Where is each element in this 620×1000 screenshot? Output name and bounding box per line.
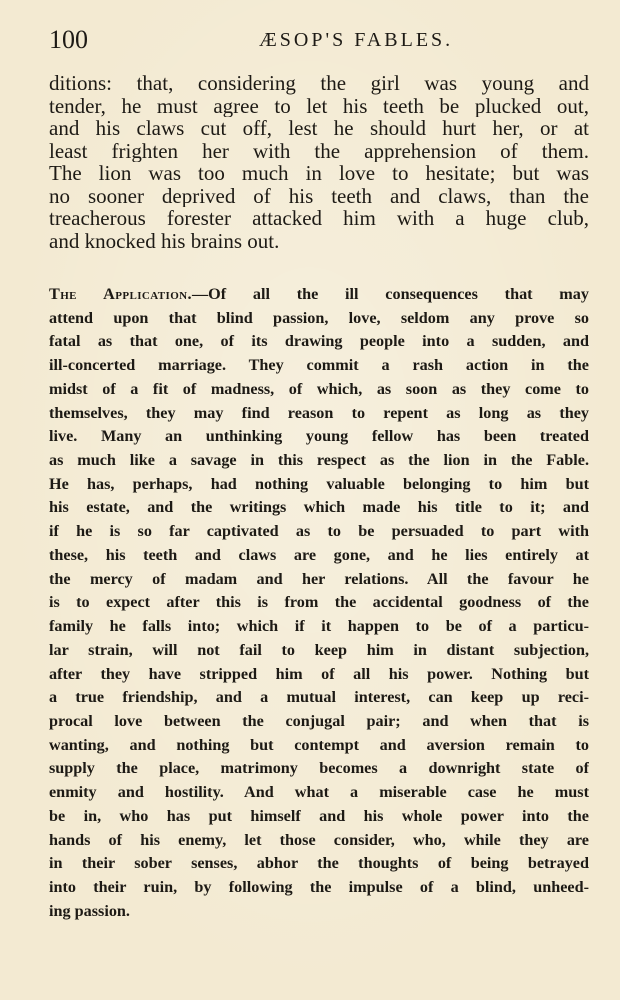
application-line: enmity and hostility. And what a miserable case he must — [49, 783, 589, 802]
application-line: hands of his enemy, let those consider, who, while they are — [49, 830, 589, 849]
application-line: the mercy of madam and her relations. All the favour he — [49, 569, 589, 588]
fable-line: least frighten her with the apprehension of them. — [49, 139, 589, 162]
application-line: procal love between the conjugal pair; and when that is — [49, 711, 589, 730]
application-line: midst of a fit of madness, of which, as soon as they come to — [49, 379, 589, 398]
application-line: fatal as that one, of its drawing people into a sudden, and — [49, 332, 589, 351]
application-paragraph — [49, 283, 589, 923]
page-number: 100 — [49, 25, 88, 54]
application-line: into their ruin, by following the impulse of a blind, unheed- — [49, 877, 589, 896]
fable-line: no sooner deprived of his teeth and claws, than the — [49, 184, 589, 207]
application-line: in their sober senses, abhor the thoughts of being betrayed — [49, 854, 589, 873]
fable-line: The lion was too much in love to hesitate; but was — [49, 162, 589, 185]
application-line: themselves, they may find reason to repent as long as they — [49, 403, 589, 422]
application-line: attend upon that blind passion, love, seldom any prove so — [49, 308, 589, 327]
application-line: family he falls into; which if it happen to be of a particu- — [49, 617, 589, 636]
fable-line: ditions: that, considering the girl was young and — [49, 72, 589, 95]
fable-line: tender, he must agree to let his teeth be plucked out, — [49, 94, 589, 117]
fable-line: and knocked his brains out. — [49, 229, 280, 252]
application-line: supply the place, matrimony becomes a downright state of — [49, 759, 589, 778]
application-line: after they have stripped him of all his power. Nothing but — [49, 664, 589, 683]
application-line: wanting, and nothing but contempt and aversion remain to — [49, 735, 589, 754]
application-line: ill-concerted marriage. They commit a rash action in the — [49, 356, 589, 375]
application-line: his estate, and the writings which made his title to it; and — [49, 498, 589, 517]
fable-paragraph — [49, 72, 589, 252]
application-first-line-text: —Of all the ill consequences that may — [191, 285, 589, 303]
fable-line: treacherous forester attacked him with a huge club, — [49, 207, 589, 230]
application-line: is to expect after this is from the accidental goodness of the — [49, 593, 589, 612]
application-first-line — [49, 283, 589, 307]
fable-line: and his claws cut off, lest he should hurt her, or at — [49, 117, 589, 140]
application-line: He has, perhaps, had nothing valuable belonging to him but — [49, 474, 589, 493]
application-line: lar strain, will not fail to keep him in distant subjection, — [49, 640, 589, 659]
application-line: if he is so far captivated as to be persuaded to part with — [49, 522, 589, 541]
application-line: ing passion. — [49, 901, 130, 920]
application-label: The Application. — [49, 285, 192, 303]
application-line: live. Many an unthinking young fellow has been treated — [49, 427, 589, 446]
application-line: these, his teeth and claws are gone, and he lies entirely at — [49, 545, 589, 564]
page-header — [49, 24, 584, 56]
application-line: as much like a savage in this respect as the lion in the Fable. — [49, 451, 589, 470]
running-head: ÆSOP'S FABLES. — [259, 29, 454, 51]
application-line: be in, who has put himself and his whole power into the — [49, 806, 589, 825]
application-line: a true friendship, and a mutual interest, can keep up reci- — [49, 688, 589, 707]
